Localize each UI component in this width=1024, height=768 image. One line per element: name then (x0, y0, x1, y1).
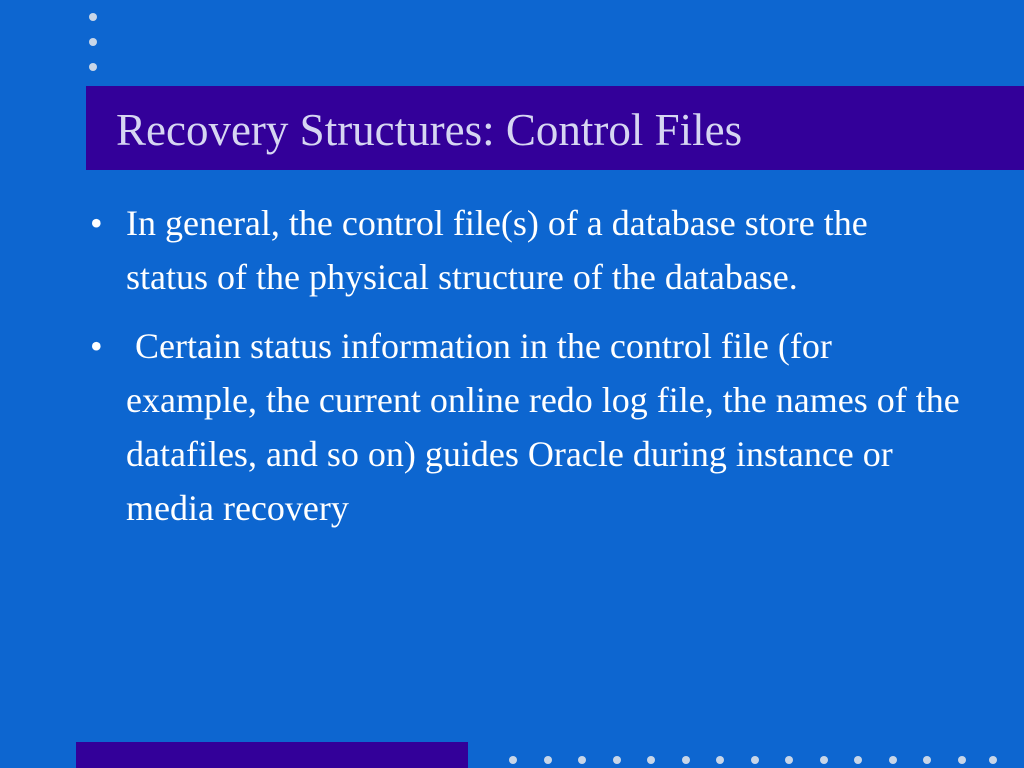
bullet-text: Certain status information in the control file (for example, the current online redo log file, the names of the datafiles, and so on) guides Oracle during instance or media recovery (126, 326, 969, 528)
bullet-list (84, 196, 984, 550)
footer-band (76, 742, 468, 768)
decor-dot (613, 756, 621, 764)
decor-dot (89, 38, 97, 46)
decor-dot (958, 756, 966, 764)
decor-dot (647, 756, 655, 764)
bullet-text: In general, the control file(s) of a database store the status of the physical structure of the database. (126, 203, 868, 297)
decor-dot (544, 756, 552, 764)
decor-dot (89, 63, 97, 71)
decor-dot (578, 756, 586, 764)
decor-dot (989, 756, 997, 764)
slide-title: Recovery Structures: Control Files (116, 105, 743, 155)
decor-dot (682, 756, 690, 764)
decor-dot (854, 756, 862, 764)
bullet-marker: • (90, 326, 103, 366)
decor-dot (889, 756, 897, 764)
decor-dot (820, 756, 828, 764)
decor-dot (751, 756, 759, 764)
decor-dot (89, 13, 97, 21)
decor-dot (923, 756, 931, 764)
decor-dot (785, 756, 793, 764)
bullet-marker: • (90, 203, 103, 243)
bullet-item (84, 319, 984, 535)
decor-dot (509, 756, 517, 764)
bullet-item (84, 196, 984, 304)
decor-dot (716, 756, 724, 764)
